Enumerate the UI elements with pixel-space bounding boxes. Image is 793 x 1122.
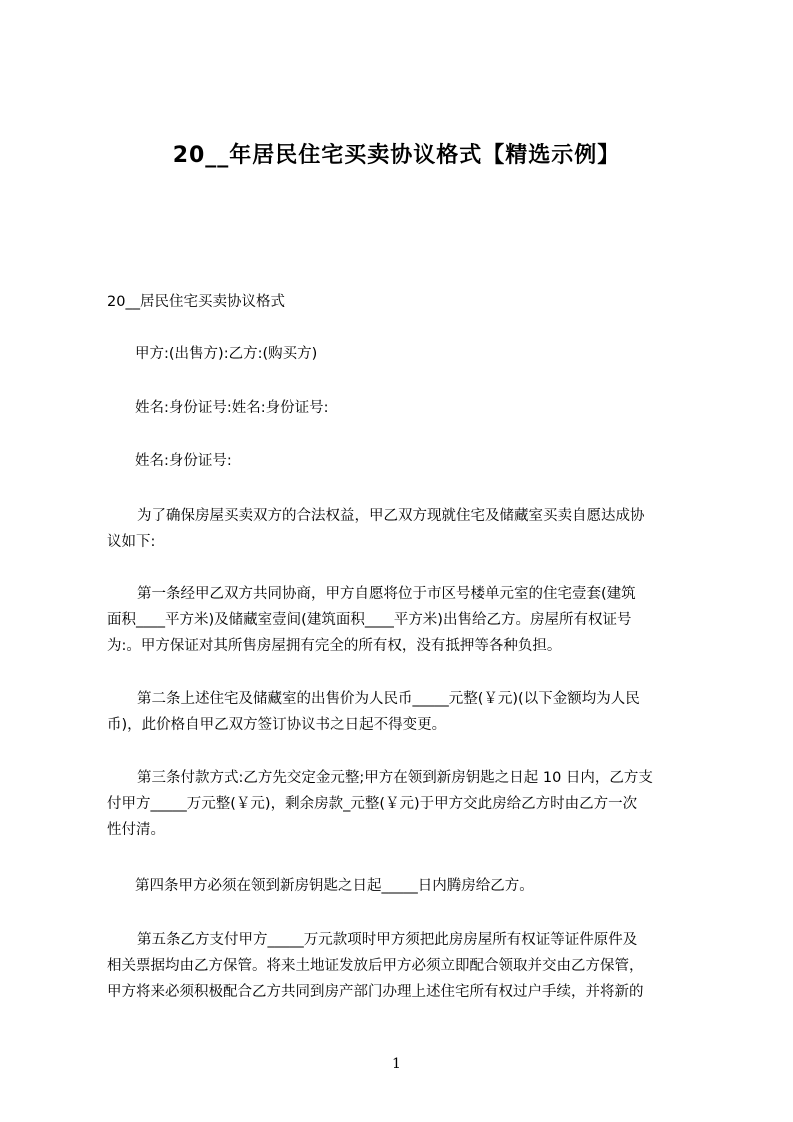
article-3-line: 付甲方_____万元整(￥元)，剩余房款_元整(￥元)于甲方交此房给乙方时由乙方一次 <box>107 796 638 812</box>
article-5-line: 相关票据均由乙方保管。将来土地证发放后甲方必须立即配合领取并交由乙方保管， <box>107 958 644 974</box>
article-5-paragraph <box>107 927 703 1005</box>
preamble-paragraph <box>107 503 703 555</box>
article-3-line: 性付清。 <box>107 822 165 838</box>
id-line-1: 姓名:身份证号:姓名:身份证号: <box>135 400 329 416</box>
article-1-line: 面积____平方米)及储藏室壹间(建筑面积____平方米)出售给乙方。房屋所有权证号 <box>107 612 632 628</box>
article-2-line: 第二条上述住宅及储藏室的出售价为人民币_____元整(￥元)(以下金额均为人民 <box>137 691 640 707</box>
parties-line: 甲方:(出售方):乙方:(购买方) <box>135 346 318 362</box>
id-line-2: 姓名:身份证号: <box>135 453 232 469</box>
preamble-line: 议如下: <box>107 534 156 550</box>
article-1-paragraph <box>107 581 703 659</box>
article-5-line: 甲方将来必须积极配合乙方共同到房产部门办理上述住宅所有权过户手续，并将新的 <box>107 984 644 1000</box>
article-1-line: 为:。甲方保证对其所售房屋拥有完全的所有权，没有抵押等各种负担。 <box>107 638 562 654</box>
article-2-paragraph <box>107 686 703 738</box>
article-5-line: 第五条乙方支付甲方_____万元款项时甲方须把此房房屋所有权证等证件原件及 <box>137 932 638 948</box>
article-3-line: 第三条付款方式:乙方先交定金元整;甲方在领到新房钥匙之日起 10 日内，乙方支 <box>137 770 653 786</box>
article-3-paragraph <box>107 765 703 843</box>
agreement-heading: 20__居民住宅买卖协议格式 <box>107 294 285 310</box>
article-1-line: 第一条经甲乙双方共同协商，甲方自愿将位于市区号楼单元室的住宅壹套(建筑 <box>137 586 636 602</box>
page-number: 1 <box>392 1056 401 1072</box>
article-2-line: 币)，此价格自甲乙双方签订协议书之日起不得变更。 <box>107 717 447 733</box>
article-4-paragraph: 第四条甲方必须在领到新房钥匙之日起_____日内腾房给乙方。 <box>135 878 534 894</box>
preamble-line: 为了确保房屋买卖双方的合法权益，甲乙双方现就住宅及储藏室买卖自愿达成协 <box>137 508 645 524</box>
document-title: 20__年居民住宅买卖协议格式【精选示例】 <box>172 143 621 168</box>
